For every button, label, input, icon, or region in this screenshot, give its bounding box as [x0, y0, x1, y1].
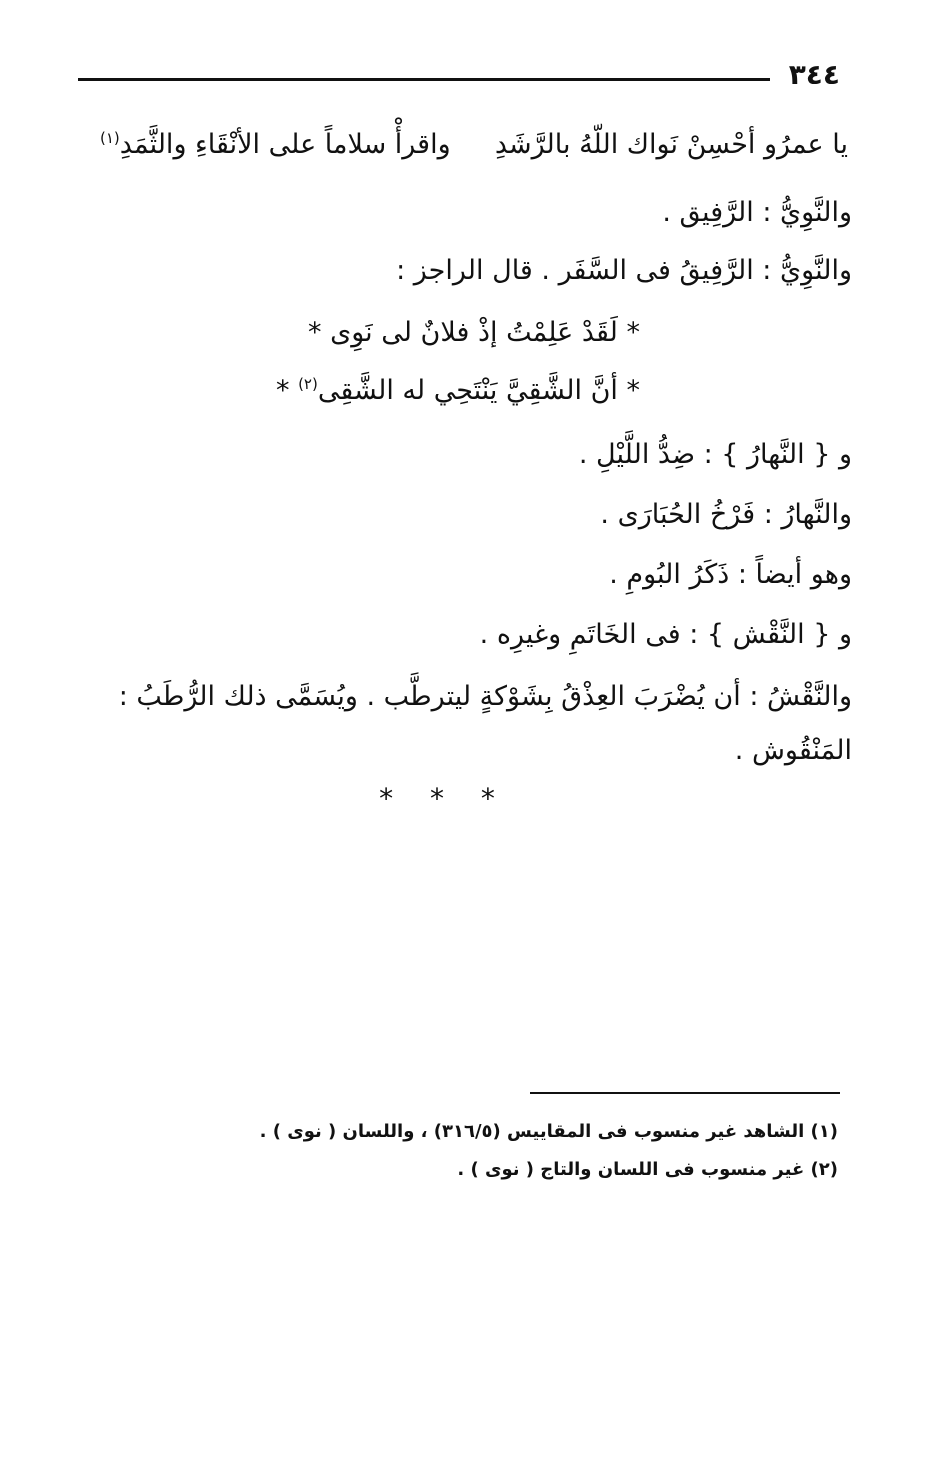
footnote-2: (٢) غير منسوب فى اللسان والتاج ( نوى ) .: [457, 1159, 838, 1180]
text-line-1: والنَّوِيُّ : الرَّفِيق .: [662, 197, 852, 228]
footnote-ref-1: (١): [100, 129, 120, 147]
text-line-nahar: و { النَّهارُ } : ضِدُّ اللَّيْلِ .: [578, 439, 852, 470]
text-line-naqsh-2: والنَّقْشُ : أن يُضْرَبَ العِذْقُ بِشَوْكةٍ ليترطَّب . ويُسَمَّى ذلك الرُّطَبُ :: [118, 681, 852, 712]
rajaz-line-2-text: * أنَّ الشَّقِيَّ يَنْتَحِي له الشَّقِى: [317, 375, 640, 406]
header-rule: [78, 78, 770, 81]
footnote-1: (١) الشاهد غير منسوب فى المقاييس (٣١٦/٥) ، واللسان ( نوى ) .: [259, 1121, 838, 1142]
rajaz-line-2-end: *: [275, 375, 290, 406]
verse-second-hemistich: [100, 128, 451, 162]
rajaz-line-2: [276, 374, 640, 408]
verse-second-text: واقرأْ سلاماً على الأنْقَاءِ والثَّمَدِ: [119, 129, 451, 160]
text-line-2: والنَّوِيُّ : الرَّفِيقُ فى السَّفَر . قال الراجز :: [396, 255, 852, 286]
text-line-nahar-2: والنَّهارُ : فَرْخُ الحُبَارَى .: [600, 499, 852, 530]
text-line-boom: وهو أيضاً : ذَكَرُ البُومِ .: [609, 559, 852, 590]
text-line-manqoosh: المَنْقُوش .: [734, 735, 852, 766]
poetry-verse: [100, 128, 848, 168]
footnote-rule: [530, 1092, 840, 1094]
rajaz-line-1: * لَقَدْ عَلِمْتُ إذْ فلانٌ لى نَوِى *: [307, 317, 640, 348]
text-line-naqsh: و { النَّقْش } : فى الخَاتَمِ وغيرِه .: [479, 619, 852, 650]
page-number: ٣٤٤: [788, 58, 840, 91]
verse-first-hemistich: يا عمرُو أحْسِنْ نَواك اللّهُ بالرَّشَدِ: [494, 129, 848, 160]
section-separator: * * *: [379, 782, 509, 815]
footnote-ref-2: (٢): [298, 375, 318, 393]
